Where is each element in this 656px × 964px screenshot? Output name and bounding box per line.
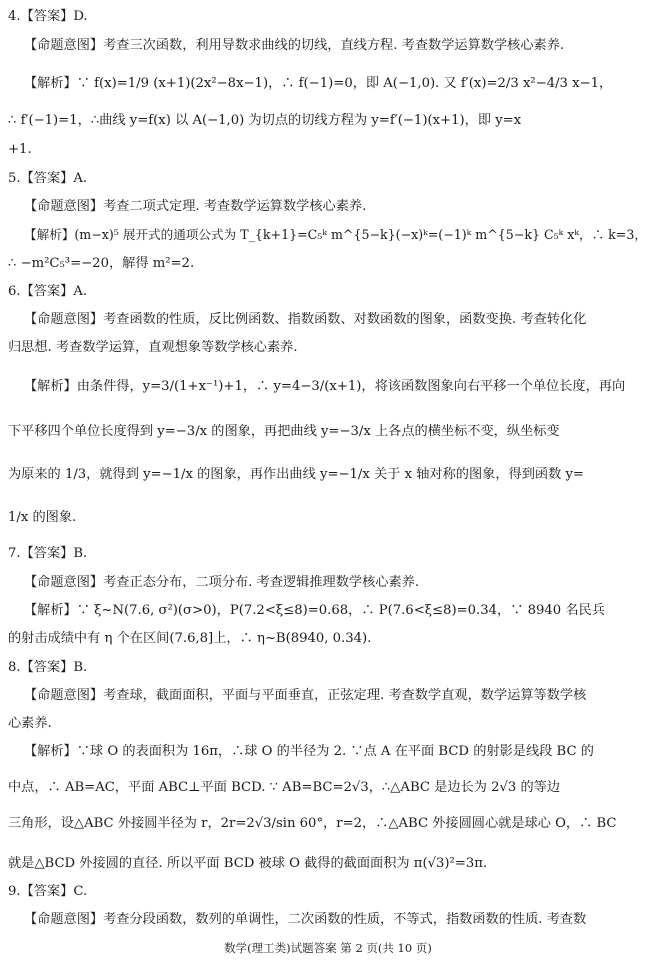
answer-line: 9.【答案】C. (8, 884, 88, 899)
answer-line: ∴ f′(−1)=1，∴曲线 y=f(x) 以 A(−1,0) 为切点的切线方程为 y=f′(−1)(x+1)，即 y=x (8, 113, 522, 128)
answer-line: +1. (8, 142, 32, 157)
answer-line: 1/x 的图象. (8, 510, 77, 525)
answer-line: 【解析】(m−x)⁵ 展开式的通项公式为 T_{k+1}=C₅ᵏ m^{5−k}(−x)ᵏ=(−1)ᵏ m^{5−k} C₅ᵏ xᵏ，∴ k=3， (24, 227, 647, 242)
answer-line: 5.【答案】A. (8, 171, 88, 186)
answer-line: 4.【答案】D. (8, 9, 88, 24)
answer-line: 【解析】由条件得，y=3/(1+x⁻¹)+1，∴ y=4−3/(x+1)，将该函数图象向右平移一个单位长度，再向 (24, 379, 626, 394)
answer-line: 中点，∴ AB=AC，平面 ABC⊥平面 BCD. ∵ AB=BC=2√3，∴△ABC 是边长为 2√3 的等边 (8, 780, 561, 795)
answer-line: ∴ −m²C₅³=−20，解得 m²=2. (8, 256, 195, 271)
answer-line: 【命题意图】考查球，截面面积，平面与平面垂直，正弦定理. 考查数学直观，数学运算等数学核 (24, 688, 587, 703)
answer-line: 心素养. (8, 716, 52, 731)
answer-line: 为原来的 1/3，就得到 y=−1/x 的图象，再作出曲线 y=−1/x 关于 x 轴对称的图象，得到函数 y= (8, 467, 584, 482)
answer-line: 的射击成绩中有 η 个在区间(7.6,8]上，∴ η~B(8940, 0.34). (8, 631, 372, 646)
answer-line: 下平移四个单位长度得到 y=−3/x 的图象，再把曲线 y=−3/x 上各点的横坐标不变，纵坐标变 (8, 424, 560, 439)
answer-line: 就是△BCD 外接圆的直径. 所以平面 BCD 被球 O 截得的截面面积为 π(√3)²=3π. (8, 856, 488, 871)
answer-line: 【命题意图】考查三次函数，利用导数求曲线的切线，直线方程. 考查数学运算数学核心素养. (24, 38, 565, 53)
answer-line: 7.【答案】B. (8, 546, 88, 561)
answer-line: 【命题意图】考查二项式定理. 考查数学运算数学核心素养. (24, 199, 367, 214)
answer-line: 【命题意图】考查函数的性质，反比例函数、指数函数、对数函数的图象，函数变换. 考查转化化 (24, 312, 587, 327)
answer-line: 6.【答案】A. (8, 284, 88, 299)
answer-line: 【命题意图】考查正态分布，二项分布. 考查逻辑推理数学核心素养. (24, 575, 420, 590)
answer-line: 【解析】∵球 O 的表面积为 16π，∴球 O 的半径为 2. ∵点 A 在平面 BCD 的射影是线段 BC 的 (24, 744, 594, 759)
answer-line: 8.【答案】B. (8, 660, 88, 675)
answer-line: 三角形，设△ABC 外接圆半径为 r，2r=2√3/sin 60°，r=2，∴△ABC 外接圆圆心就是球心 O，∴ BC (8, 816, 617, 831)
answer-line: 【命题意图】考查分段函数，数列的单调性，二次函数的性质，不等式，指数函数的性质. 考查数 (24, 912, 587, 927)
page-footer: 数学(理工类)试题答案 第 2 页(共 10 页) (224, 941, 432, 955)
answer-line: 【解析】∵ ξ~N(7.6, σ²)(σ>0)，P(7.2<ξ≤8)=0.68，∴ P(7.6<ξ≤8)=0.34，∵ 8940 名民兵 (24, 603, 605, 618)
answer-line: 【解析】∵ f(x)=1/9 (x+1)(2x²−8x−1)，∴ f(−1)=0，即 A(−1,0). 又 f′(x)=2/3 x²−4/3 x−1， (24, 76, 613, 91)
answer-line: 归思想. 考查数学运算，直观想象等数学核心素养. (8, 340, 298, 355)
